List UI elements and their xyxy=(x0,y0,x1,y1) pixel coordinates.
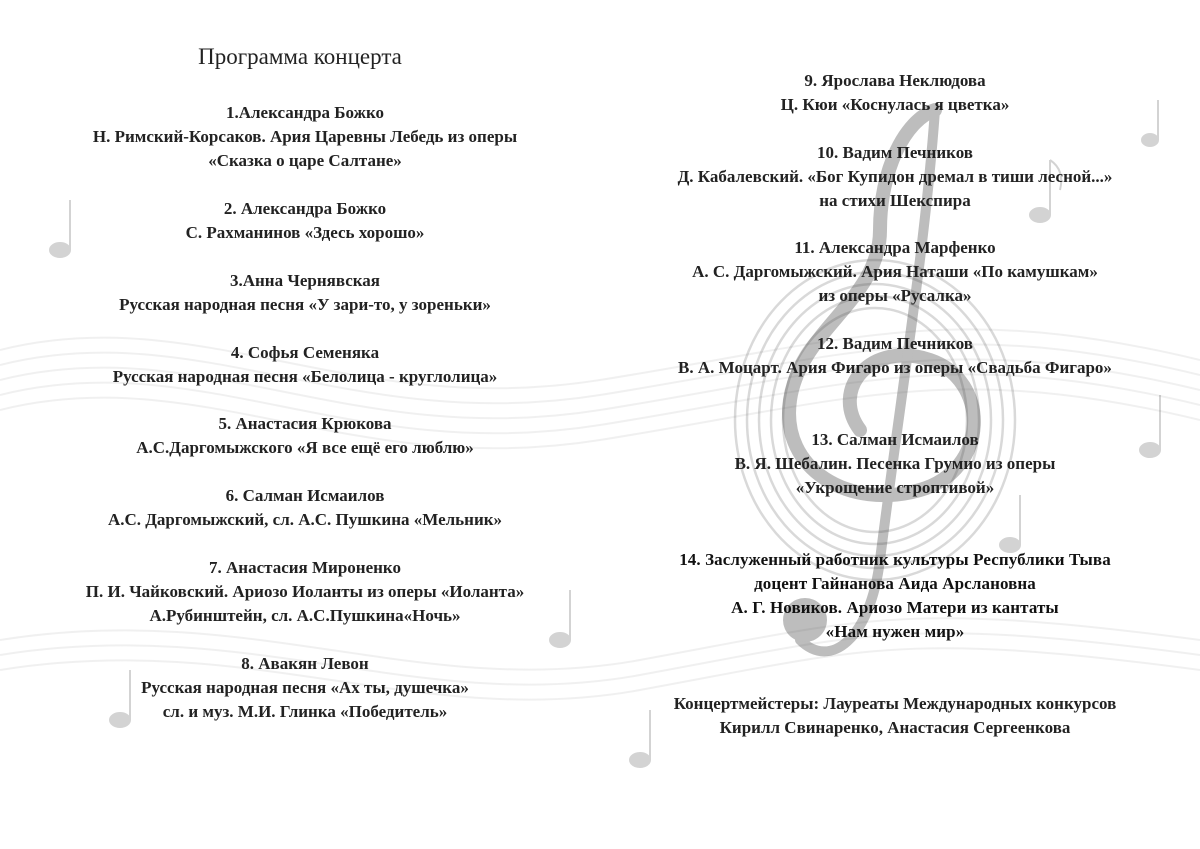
piece-line: на стихи Шекспира xyxy=(819,191,971,210)
program-item xyxy=(610,236,1180,308)
program-item xyxy=(610,141,1180,213)
performer-name: 13. Салман Исмаилов xyxy=(811,430,979,449)
program-item xyxy=(610,69,1180,117)
program-item xyxy=(20,269,590,317)
performer-name: 1.Александра Божко xyxy=(225,103,385,122)
program-item xyxy=(610,332,1180,380)
program-item xyxy=(610,428,1180,500)
piece-line: «Укрощение строптивой» xyxy=(795,478,995,497)
performer-name: 12. Вадим Печников xyxy=(817,334,973,353)
piece-line: С. Рахманинов «Здесь хорошо» xyxy=(185,223,425,242)
piece-line: из оперы «Русалка» xyxy=(818,286,972,305)
honored-performer-title: 14. Заслуженный работник культуры Республики Тыва xyxy=(679,550,1111,569)
accompanists-names: Кирилл Свинаренко, Анастасия Сергеенкова xyxy=(719,718,1071,737)
piece-line: «Сказка о царе Салтане» xyxy=(208,151,402,170)
program-item-special xyxy=(610,548,1180,644)
piece-line: Н. Римский-Корсаков. Ария Царевны Лебедь из оперы xyxy=(92,127,518,146)
piece-line: В. А. Моцарт. Ария Фигаро из оперы «Свадьба Фигаро» xyxy=(678,358,1112,377)
piece-line: «Нам нужен мир» xyxy=(825,622,965,641)
performer-name: 2. Александра Божко xyxy=(223,199,387,218)
performer-name: 6. Салман Исмаилов xyxy=(225,486,385,505)
piece-line: А.Рубинштейн, сл. А.С.Пушкина«Ночь» xyxy=(149,606,461,625)
accompanists-block xyxy=(610,692,1180,740)
piece-line: А. С. Даргомыжский. Ария Наташи «По камушкам» xyxy=(692,262,1098,281)
program-item xyxy=(20,484,590,532)
performer-name: 7. Анастасия Мироненко xyxy=(209,558,401,577)
performer-name: 3.Анна Чернявская xyxy=(229,271,380,290)
program-item xyxy=(20,652,590,724)
piece-line: Русская народная песня «Ах ты, душечка» xyxy=(141,678,469,697)
page-title: Программа концерта xyxy=(198,44,402,69)
piece-line: В. Я. Шебалин. Песенка Грумио из оперы xyxy=(734,454,1056,473)
piece-line: Ц. Кюи «Коснулась я цветка» xyxy=(780,95,1010,114)
piece-line: А.С. Даргомыжский, сл. А.С. Пушкина «Мельник» xyxy=(107,510,503,529)
accompanists-label: Концертмейстеры: Лауреаты Международных конкурсов xyxy=(673,694,1117,713)
piece-line: А.С.Даргомыжского «Я все ещё его люблю» xyxy=(136,438,474,457)
piece-line: Русская народная песня «У зари-то, у зореньки» xyxy=(119,295,491,314)
program-item xyxy=(20,412,590,460)
piece-line: А. Г. Новиков. Ариозо Матери из кантаты xyxy=(731,598,1059,617)
performer-name: 4. Софья Семеняка xyxy=(230,343,380,362)
program-item xyxy=(20,556,590,628)
piece-line: Д. Кабалевский. «Бог Купидон дремал в тиши лесной...» xyxy=(677,167,1113,186)
performer-name: 11. Александра Марфенко xyxy=(794,238,996,257)
program-item xyxy=(20,197,590,245)
staff-circle-icon xyxy=(735,260,1015,580)
program-item xyxy=(20,101,590,173)
program-item xyxy=(20,341,590,389)
piece-line: П. И. Чайковский. Ариозо Иоланты из оперы «Иоланта» xyxy=(85,582,525,601)
piece-line: сл. и муз. М.И. Глинка «Победитель» xyxy=(162,702,448,721)
performer-name: 9. Ярослава Неклюдова xyxy=(804,71,986,90)
honored-performer-name: доцент Гайнанова Аида Арслановна xyxy=(754,574,1036,593)
performer-name: 8. Авакян Левон xyxy=(241,654,369,673)
performer-name: 10. Вадим Печников xyxy=(817,143,973,162)
piece-line: Русская народная песня «Белолица - круглолица» xyxy=(112,367,498,386)
performer-name: 5. Анастасия Крюкова xyxy=(218,414,392,433)
